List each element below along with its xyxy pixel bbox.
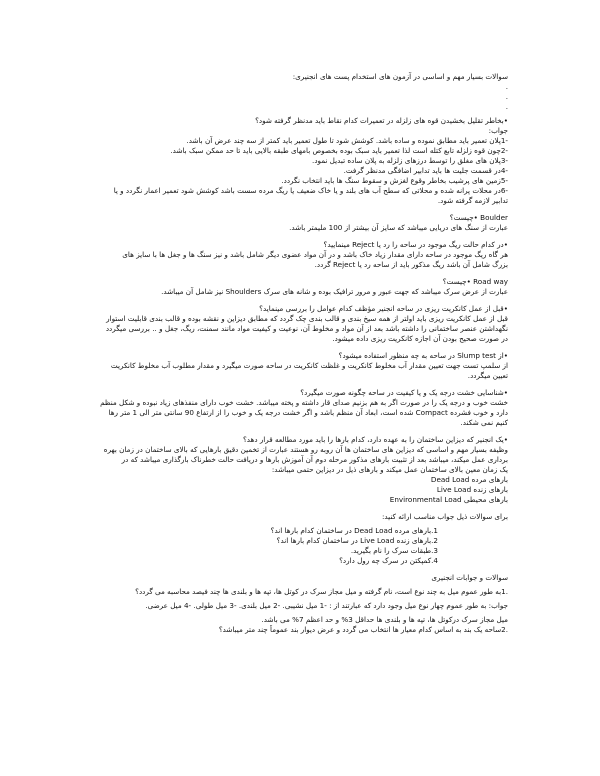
section-line: جواب: به طور عموم چهار نوع میل وجود دارد که عبارتند از : -1 میل نشیبی. -2 میل بلندی. -3 میل طولی. -4 میل عرضی. xyxy=(145,601,508,610)
answer-line: قبل از عمل کانکریت ریزی باید اولتر از همه سیخ بندی و قالب بندی چک گردد که مطابق دیزاین و نقشه بوده و قالب بندی قابلیت استوار xyxy=(106,314,508,323)
question-boulder: Boulder •چیست؟ xyxy=(449,213,508,222)
section-line: میل مجاز سرک درکوتل ها، تپه ها و بلندی ها حداقل 3% و حد اعظم 7% می باشد. xyxy=(261,615,508,624)
answer-item: -5زمین های پرشیب بخاطر وقوع لغزش و سقوط سنگ ها باید انتخاب نگردد. xyxy=(281,176,508,185)
question-road-way: Road way •چیست؟ xyxy=(442,277,508,286)
load-type: بارهای مرده Dead Load xyxy=(430,475,508,484)
exercise-item: 1.بارهای مرده Dead Load در ساختمان کدام بارها اند؟ xyxy=(270,526,438,535)
answer-line: نگهداشتن عنصر ساختمانی را داشته باشد بعد از آن مواد و مخلوط آن، نوعیت و کیفیت مواد مانند سمنت، ریگ، جغل و .. بررسی میگردد xyxy=(105,324,508,333)
exercise-item: 4.کمپکتن در سرک چه رول دارد؟ xyxy=(339,556,438,565)
answer-line: عبارت از عرض سرک میباشد که جهت عبور و مرور ترافیک بوده و شانه های سرک Shoulders نیز شامل آن میباشد. xyxy=(161,287,508,296)
answer-line: در صورت صحیح بودن آن اجازه کانکریت ریزی داده میشود. xyxy=(332,334,508,343)
answer-item: -6در محلات پرانه شده و محلاتی که سطح آب های بلند و یا خاک ضعیف یا ریگ مرده سست باشد کوشش شود تعمیر اعمار نگردد و یا xyxy=(113,186,508,195)
answer-line: هر گاه ریگ موجود در ساحه دارای مقدار زیاد خاک باشد و در آن مواد عضوی دیگر شامل باشد و نیز سنگ ها و جغل ها با سایز های xyxy=(122,250,508,259)
exercise-item: 2.بارهای زنده Live Load در ساختمان کدام بارها اند؟ xyxy=(276,536,438,545)
section-line: .2ساحه یک بند به اساس کدام معیار ها انتخاب می گردد و عرض دیوار بند عموماً چند متر میباشد؟ xyxy=(218,625,508,634)
exercise-intro: برای سوالات ذیل جواب مناسب ارائه کنید: xyxy=(381,512,508,521)
section-line: .1به طور عموم میل به چند نوع است، نام گرفته و میل مجاز سرک در کوتل ها، تپه ها و بلندی ها چند فیصد محاسبه می گردد؟ xyxy=(135,587,508,596)
question-slump-test: •از Slump test در ساحه به چه منظور استفاده میشود؟ xyxy=(338,351,508,360)
answer-line: برداری عمل میکند، میباشد بعد از تثبیت بارهای مذکور مرحله دوم آن آموزش بارها و دریافت حالت خطرناک بارگذاری میباشد که در xyxy=(121,455,508,464)
section-heading: سوالات و جوابات انجنیری xyxy=(431,573,508,582)
dot-line: . xyxy=(505,102,508,111)
load-type: بارهای محیطی Environmental Load xyxy=(389,495,508,504)
question-earthquake: •بخاطر تقلیل بخشیدن قوه های زلزله در تعمیرات کدام نقاط باید مدنظر گرفته شود؟ xyxy=(255,116,508,125)
question-concrete-pour: •قبل از عمل کانکریت ریزی در ساحه انجنیر مؤظف کدام عوامل را بررسی مینماید؟ xyxy=(259,304,508,313)
document-title: سوالات بسیار مهم و اساسی در آزمون های استخدام پست های انجنیری: xyxy=(292,72,508,81)
answer-line: کنیم نمی شکند. xyxy=(460,418,508,427)
question-reject-sand: •در کدام حالت ریگ موجود در ساحه را رد یا Reject مینمایید؟ xyxy=(323,240,508,249)
answer-item: -2چون قوه زلزله تابع کتله است لذا تعمیر باید سبک بوده بخصوص بامهای طبقه بالایی باید تا حد ممکن سبک باشد. xyxy=(170,146,508,155)
question-brick-quality: •شناسایی خشت درجه یک و یا کیفیت در ساحه چگونه صورت میگیرد؟ xyxy=(300,388,508,397)
answer-line: یک زمان معین بالای ساختمان عمل میکند و بارهای ذیل در دیزاین حتمی میباشد: xyxy=(271,465,508,474)
answer-label: جواب: xyxy=(488,126,508,135)
dot-line: . xyxy=(505,92,508,101)
answer-item: -1پلان تعمیر باید مطابق نموده و ساده باشد. کوشش شود تا طول تعمیر باید کمتر از سه چند عرض آن باشد. xyxy=(186,136,508,145)
answer-item: -3پلان های مغلق را توسط درزهای زلزله به پلان ساده تبدیل نمود. xyxy=(312,156,508,165)
answer-line: بزرگ شامل آن باشد ریگ مذکور باید از ساحه رد یا Reject گردد. xyxy=(314,260,508,269)
question-design-loads: •یک انجنیر که دیزاین ساختمان را به عهده دارد، کدام بارها را باید مورد مطالعه قرار دهد؟ xyxy=(242,435,508,444)
answer-line: وظیفه بسیار مهم و اساسی که دیزاین های ساختمان ها آن روبه رو هستند عبارت از تخمین دقیق بارهایی که بالای ساختمان در زمان بهره xyxy=(103,445,508,454)
answer-line: عبارت از سنگ های دریایی میباشد که سایز آن بیشتر از 100 ملیمتر باشد. xyxy=(289,223,508,232)
answer-line: دارد و خوب فشرده Compact شده است، ابعاد آن منظم باشد و اگر خشت درجه یک و خوب را از ارتفاع 90 سانتی متر الی 1 متر رها xyxy=(108,408,508,417)
answer-line: از سلمپ تست جهت تعیین مقدار آب مخلوط کانکریت و غلظت کانکریت در ساحه صورت میگیرد و مقدار مطلوب آب مخلوط کانکریت xyxy=(110,361,508,370)
answer-item: -4در قسمت جلیت ها باید تدابیر اضافگی مدنظر گرفت. xyxy=(343,166,508,175)
dot-line: . xyxy=(505,82,508,91)
load-type: بارهای زنده Live Load xyxy=(436,485,508,494)
answer-line: خشت خوب و درجه یک را در صورت اگر به هم بزنیم صدای قار داشته و پخته میباشد. خشت خوب دارای منفذهای زیاد نبوده و شکل منظم xyxy=(100,398,508,407)
answer-line: تعیین میگردد. xyxy=(467,371,508,380)
exercise-item: 3.طبقات سرک را نام بگیرید. xyxy=(350,546,438,555)
answer-item: تدابیر لازمه گرفته شود. xyxy=(437,196,508,205)
